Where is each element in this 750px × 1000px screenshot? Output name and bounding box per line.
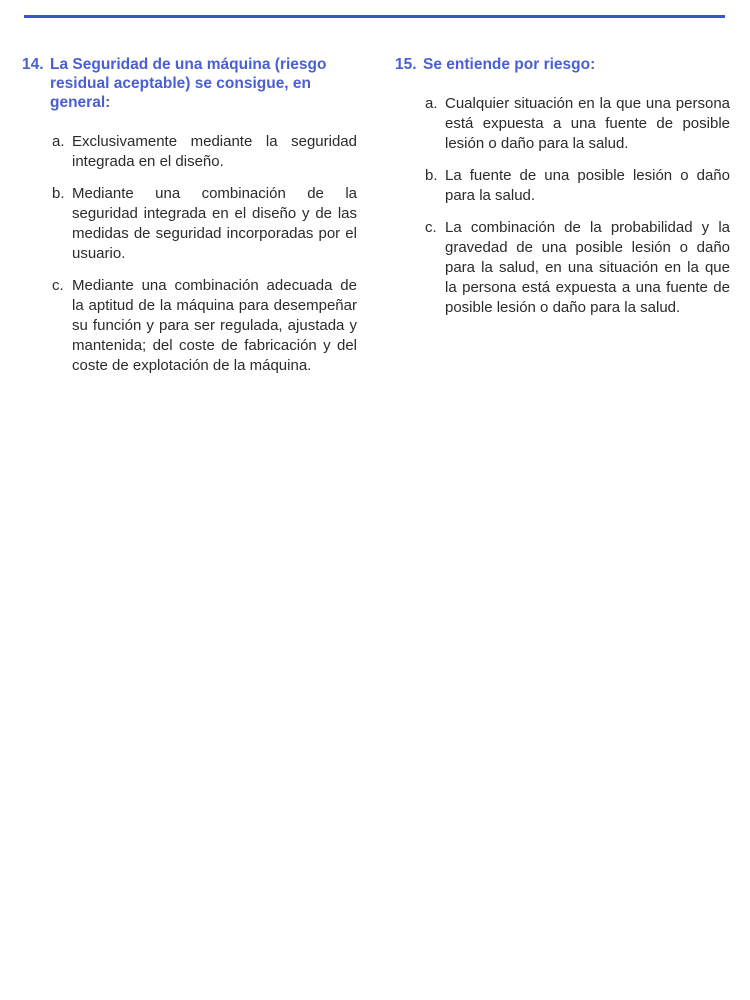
option-letter: b. [52,185,65,202]
answer-option-c[interactable] [395,218,730,318]
answer-option-a[interactable] [395,94,730,154]
answer-options [395,94,730,318]
question-14 [22,55,357,388]
top-divider [24,15,725,18]
answer-option-b[interactable] [395,166,730,206]
option-text: Exclusivamente mediante la seguridad integrada en el diseño. [72,133,357,170]
question-15 [395,55,730,330]
answer-option-a[interactable] [22,132,357,172]
option-text: La fuente de una posible lesión o daño para la salud. [445,167,730,204]
option-letter: c. [52,277,64,294]
answer-options [22,132,357,376]
question-heading [22,55,357,112]
question-title: La Seguridad de una máquina (riesgo residual aceptable) se consigue, en general: [50,56,327,111]
question-title: Se entiende por riesgo: [423,56,596,73]
option-letter: b. [425,167,438,184]
question-heading [395,55,730,74]
question-number: 15. [395,56,417,73]
answer-option-c[interactable] [22,276,357,376]
option-text: Cualquier situación en la que una persona está expuesta a una fuente de posible lesión o daño para la salud. [445,95,730,152]
option-letter: c. [425,219,437,236]
option-text: Mediante una combinación de la seguridad integrada en el diseño y de las medidas de seguridad incorporadas por el usuario. [72,185,357,262]
option-letter: a. [425,95,438,112]
question-number: 14. [22,56,44,73]
option-text: La combinación de la probabilidad y la gravedad de una posible lesión o daño para la salud, en una situación en la que la persona está expuesta a una fuente de posible lesión o daño para la salud. [445,219,730,316]
option-text: Mediante una combinación adecuada de la aptitud de la máquina para desempeñar su función y para ser regulada, ajustada y mantenida; del coste de fabricación y del coste de explotación de la máquina. [72,277,357,374]
option-letter: a. [52,133,65,150]
answer-option-b[interactable] [22,184,357,264]
